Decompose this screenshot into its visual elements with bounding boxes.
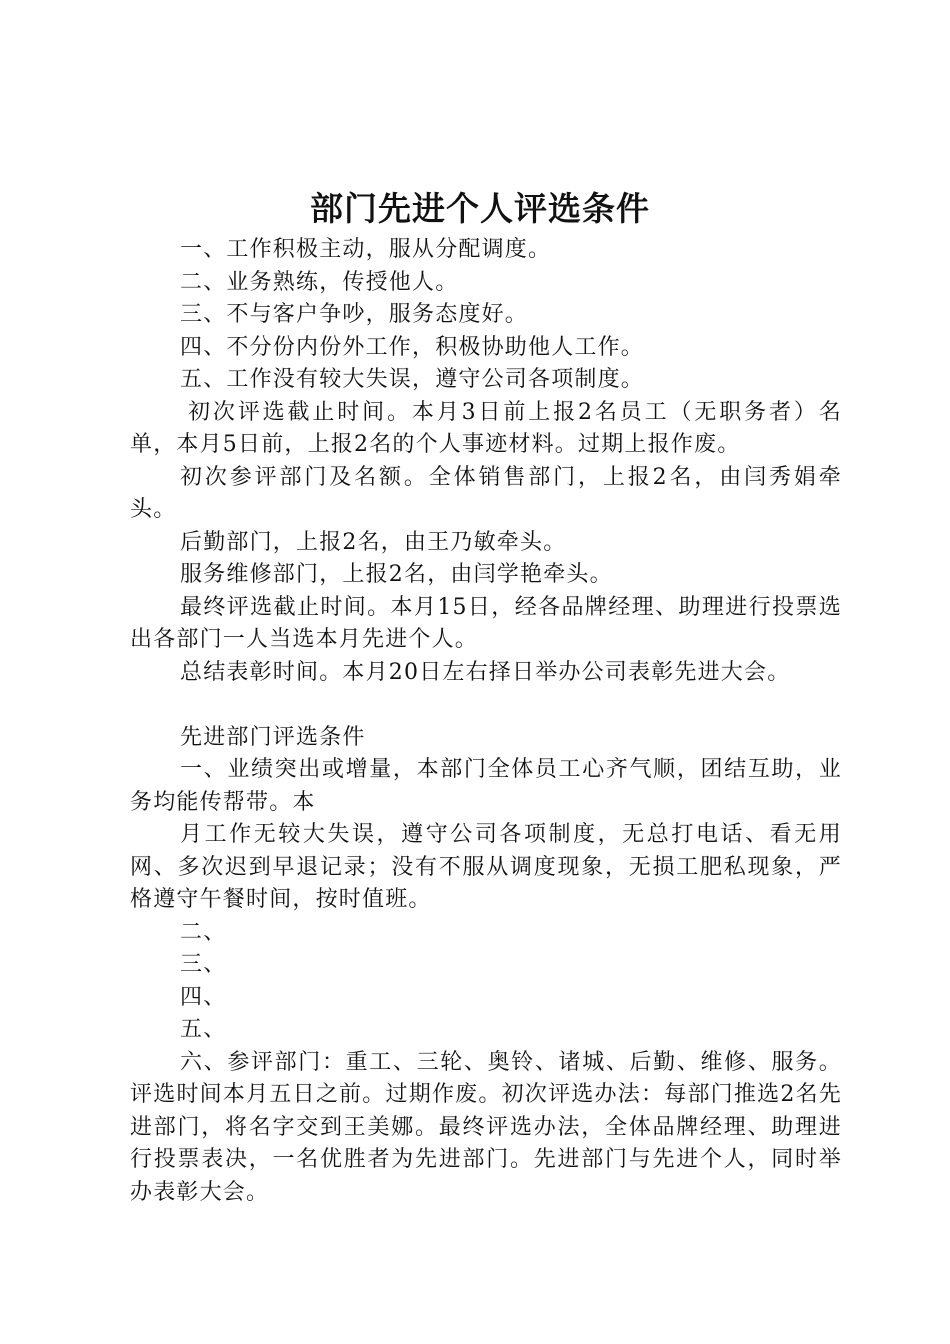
section2-item-5: 五、 (180, 1017, 227, 1042)
initial-deadline-paragraph: 初次评选截止时间。本月3日前上报2名员工（无职务者）名单，本月5日前，上报2名的个人事迹材料。过期上报作废。 (130, 399, 842, 457)
document-title: 部门先进个人评选条件 (310, 189, 650, 228)
criterion-4: 四、不分份内份外工作，积极协助他人工作。 (180, 334, 645, 360)
service-department-paragraph: 服务维修部门，上报2名，由闫学艳牵头。 (180, 562, 613, 587)
section2-item-3: 三、 (180, 952, 227, 977)
document-body (130, 234, 842, 1209)
section-spacer (130, 689, 842, 722)
commendation-paragraph: 总结表彰时间。本月20日左右择日举办公司表彰先进大会。 (180, 659, 791, 685)
criterion-5: 五、工作没有较大失误，遵守公司各项制度。 (180, 367, 645, 392)
criterion-3: 三、不与客户争吵，服务态度好。 (180, 302, 529, 327)
initial-departments-paragraph: 初次参评部门及名额。全体销售部门，上报2名，由闫秀娟牵头。 (130, 464, 842, 522)
section2-item-2: 二、 (180, 919, 227, 945)
logistics-department-paragraph: 后勤部门，上报2名，由王乃敏牵头。 (180, 529, 567, 555)
section2-item-4: 四、 (180, 984, 227, 1010)
section2-item-1-continued: 月工作无较大失误，遵守公司各项制度，无总打电话、看无用网、多次迟到早退记录；没有不服从调度现象，无损工肥私现象，严格遵守午餐时间，按时值班。 (130, 822, 842, 912)
final-deadline-paragraph: 最终评选截止时间。本月15日，经各品牌经理、助理进行投票选出各部门一人当选本月先进个人。 (130, 594, 842, 652)
section2-item-1: 一、业绩突出或增量，本部门全体员工心齐气顺，团结互助，业务均能传帮带。本 (130, 757, 842, 815)
criterion-1: 一、工作积极主动，服从分配调度。 (180, 237, 552, 262)
section2-item-6: 六、参评部门：重工、三轮、奥铃、诸城、后勤、维修、服务。评选时间本月五日之前。过期作废。初次评选办法：每部门推选2名先进部门，将名字交到王美娜。最终评选办法，全体品牌经理、助理进行投票表决，一名优胜者为先进部门。先进部门与先进个人，同时举办表彰大会。 (130, 1049, 842, 1205)
criterion-2: 二、业务熟练，传授他人。 (180, 269, 459, 295)
section2-heading: 先进部门评选条件 (180, 724, 366, 750)
